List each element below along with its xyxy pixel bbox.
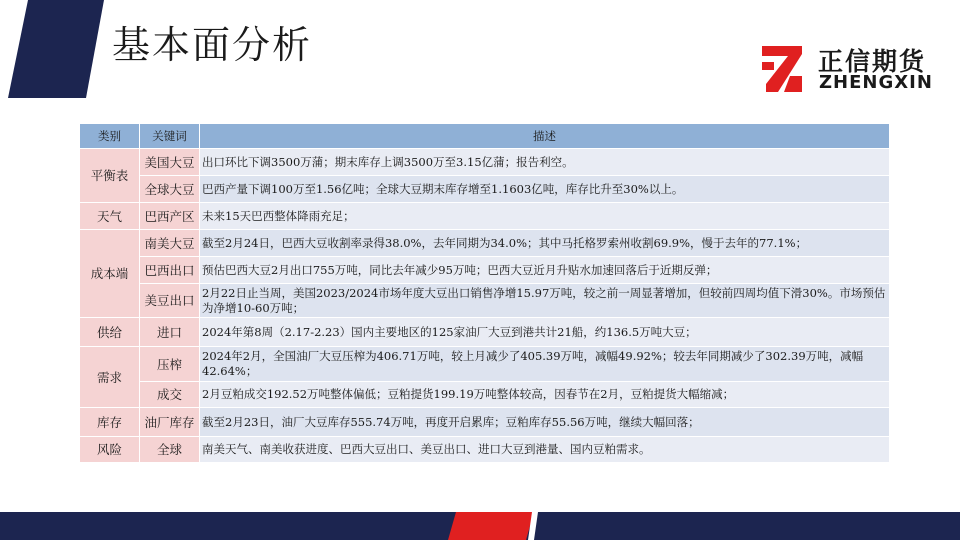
company-logo [762, 44, 942, 96]
description-cell: 截至2月24日，巴西大豆收割率录得38.0%，去年同期为34.0%；其中马托格罗索州收割69.9%，慢于去年的77.1%； [200, 230, 890, 257]
table-row [80, 284, 890, 318]
keyword-cell: 巴西出口 [140, 257, 200, 284]
keyword-cell: 全球大豆 [140, 176, 200, 203]
fundamental-analysis-table [79, 123, 890, 463]
header-keyword: 关键词 [140, 124, 200, 149]
keyword-cell: 南美大豆 [140, 230, 200, 257]
category-cell: 需求 [80, 347, 140, 408]
zhengxin-logo-icon [762, 46, 810, 92]
keyword-cell: 进口 [140, 318, 200, 347]
table-row [80, 408, 890, 437]
table-row [80, 437, 890, 463]
category-cell: 成本端 [80, 230, 140, 318]
table-row [80, 230, 890, 257]
keyword-cell: 巴西产区 [140, 203, 200, 230]
description-cell: 未来15天巴西整体降雨充足； [200, 203, 890, 230]
description-cell: 2024年2月，全国油厂大豆压榨为406.71万吨，较上月减少了405.39万吨，减幅49.92%；较去年同期减少了302.39万吨，减幅42.64%； [200, 347, 890, 382]
keyword-cell: 美豆出口 [140, 284, 200, 318]
header-description: 描述 [200, 124, 890, 149]
page-title: 基本面分析 [112, 23, 313, 67]
keyword-cell: 成交 [140, 382, 200, 408]
category-cell: 库存 [80, 408, 140, 437]
table-row [80, 347, 890, 382]
footer-red-accent [448, 512, 534, 540]
keyword-cell: 全球 [140, 437, 200, 463]
table-header-row [80, 124, 890, 149]
keyword-cell: 压榨 [140, 347, 200, 382]
description-cell: 2月22日止当周，美国2023/2024市场年度大豆出口销售净增15.97万吨，较之前一周显著增加，但较前四周均值下滑30%。市场预估为净增10-60万吨； [200, 284, 890, 318]
category-cell: 供给 [80, 318, 140, 347]
description-cell: 预估巴西大豆2月出口755万吨，同比去年减少95万吨；巴西大豆近月升贴水加速回落后于近期反弹； [200, 257, 890, 284]
keyword-cell: 油厂库存 [140, 408, 200, 437]
title-accent-bar [0, 0, 104, 98]
description-cell: 南美天气、南美收获进度、巴西大豆出口、美豆出口、进口大豆到港量、国内豆粕需求。 [200, 437, 890, 463]
description-cell: 出口环比下调3500万蒲；期末库存上调3500万至3.15亿蒲；报告利空。 [200, 149, 890, 176]
logo-english-name: ZHENGXIN [819, 72, 933, 93]
table-row [80, 203, 890, 230]
table-row [80, 149, 890, 176]
table-row [80, 176, 890, 203]
category-cell: 天气 [80, 203, 140, 230]
header-category: 类别 [80, 124, 140, 149]
keyword-cell: 美国大豆 [140, 149, 200, 176]
description-cell: 2月豆粕成交192.52万吨整体偏低；豆粕提货199.19万吨整体较高，因春节在2月，豆粕提货大幅缩减； [200, 382, 890, 408]
table-row [80, 382, 890, 408]
description-cell: 2024年第8周（2.17-2.23）国内主要地区的125家油厂大豆到港共计21船，约136.5万吨大豆； [200, 318, 890, 347]
description-cell: 巴西产量下调100万至1.56亿吨；全球大豆期末库存增至1.1603亿吨，库存比升至30%以上。 [200, 176, 890, 203]
footer-band [0, 512, 960, 540]
logo-chinese-name: 正信期货 [818, 47, 927, 76]
table-row [80, 257, 890, 284]
table-row [80, 318, 890, 347]
category-cell: 平衡表 [80, 149, 140, 203]
description-cell: 截至2月23日，油厂大豆库存555.74万吨，再度开启累库；豆粕库存55.56万吨，继续大幅回落； [200, 408, 890, 437]
category-cell: 风险 [80, 437, 140, 463]
